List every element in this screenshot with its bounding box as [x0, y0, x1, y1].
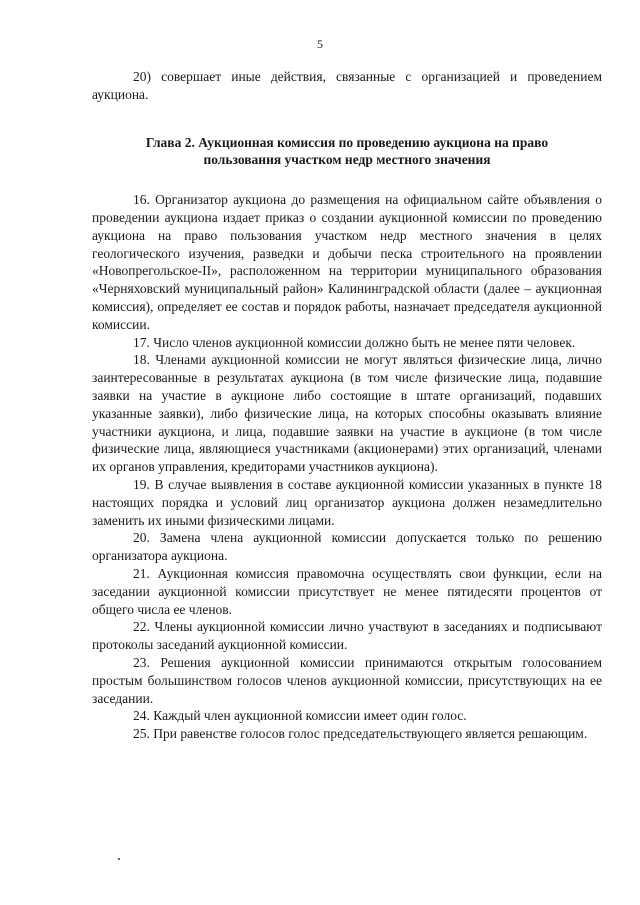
paragraph-22: 22. Члены аукционной комиссии лично участвуют в заседаниях и подписывают протоколы заседаний аукционной комиссии. [92, 619, 602, 653]
paragraph-16: 16. Организатор аукциона до размещения на официальном сайте объявления о проведении аукциона издает приказ о создании аукционной комиссии по проведению аукциона на право пользования участком недр местного значения в целях геологического изучения, разведки и добычи песка строительного на проявлении «Новопрегольское-II», расположенном на территории муниципального образования «Черняховский муниципальный район» Калининградской области (далее – аукционная комиссия), определяет ее состав и порядок работы, назначает председателя аукционной комиссии. [92, 192, 602, 332]
page-number: 5 [317, 37, 323, 51]
paragraph-25: 25. При равенстве голосов голос председательствующего является решающим. [133, 726, 588, 742]
paragraph-20: 20. Замена члена аукционной комиссии допускается только по решению организатора аукциона. [92, 530, 602, 564]
paragraph-19: 19. В случае выявления в составе аукционной комиссии указанных в пункте 18 настоящих порядка и условий лиц организатор аукциона должен незамедлительно заменить их иными физическими лицами. [92, 476, 602, 528]
intro-paragraph: 20) совершает иные действия, связанные с организацией и проведением аукциона. [92, 69, 602, 102]
document-body [92, 68, 602, 743]
paragraph-18: 18. Членами аукционной комиссии не могут являться физические лица, лично заинтересованные в результатах аукциона (в том числе физические лица, подавшие заявки на участие в аукционе либо состоящие в штате организаций, подавших указанные заявки), либо физические лица, на которых способны оказывать влияние участники аукциона, и лица, подавшие заявки на участие в аукционе (в том числе физические лица, являющиеся участниками (акционерами) этих организаций, членами их органов управления, кредиторами участников аукциона). [92, 352, 602, 475]
paragraph-17: 17. Число членов аукционной комиссии должно быть не менее пяти человек. [133, 334, 576, 350]
paragraph-21: 21. Аукционная комиссия правомочна осуществлять свои функции, если на заседании аукционной комиссии присутствует не менее пятидесяти процентов от общего числа ее членов. [92, 565, 602, 617]
paragraph-23: 23. Решения аукционной комиссии принимаются открытым голосованием простым большинством голосов членов аукционной комиссии, присутствующих на ее заседании. [92, 654, 602, 706]
scan-speck [118, 858, 120, 860]
paragraph-24: 24. Каждый член аукционной комиссии имеет один голос. [133, 708, 467, 724]
chapter-title: Глава 2. Аукционная комиссия по проведению аукциона на право пользования участком недр местного значения [145, 134, 549, 168]
